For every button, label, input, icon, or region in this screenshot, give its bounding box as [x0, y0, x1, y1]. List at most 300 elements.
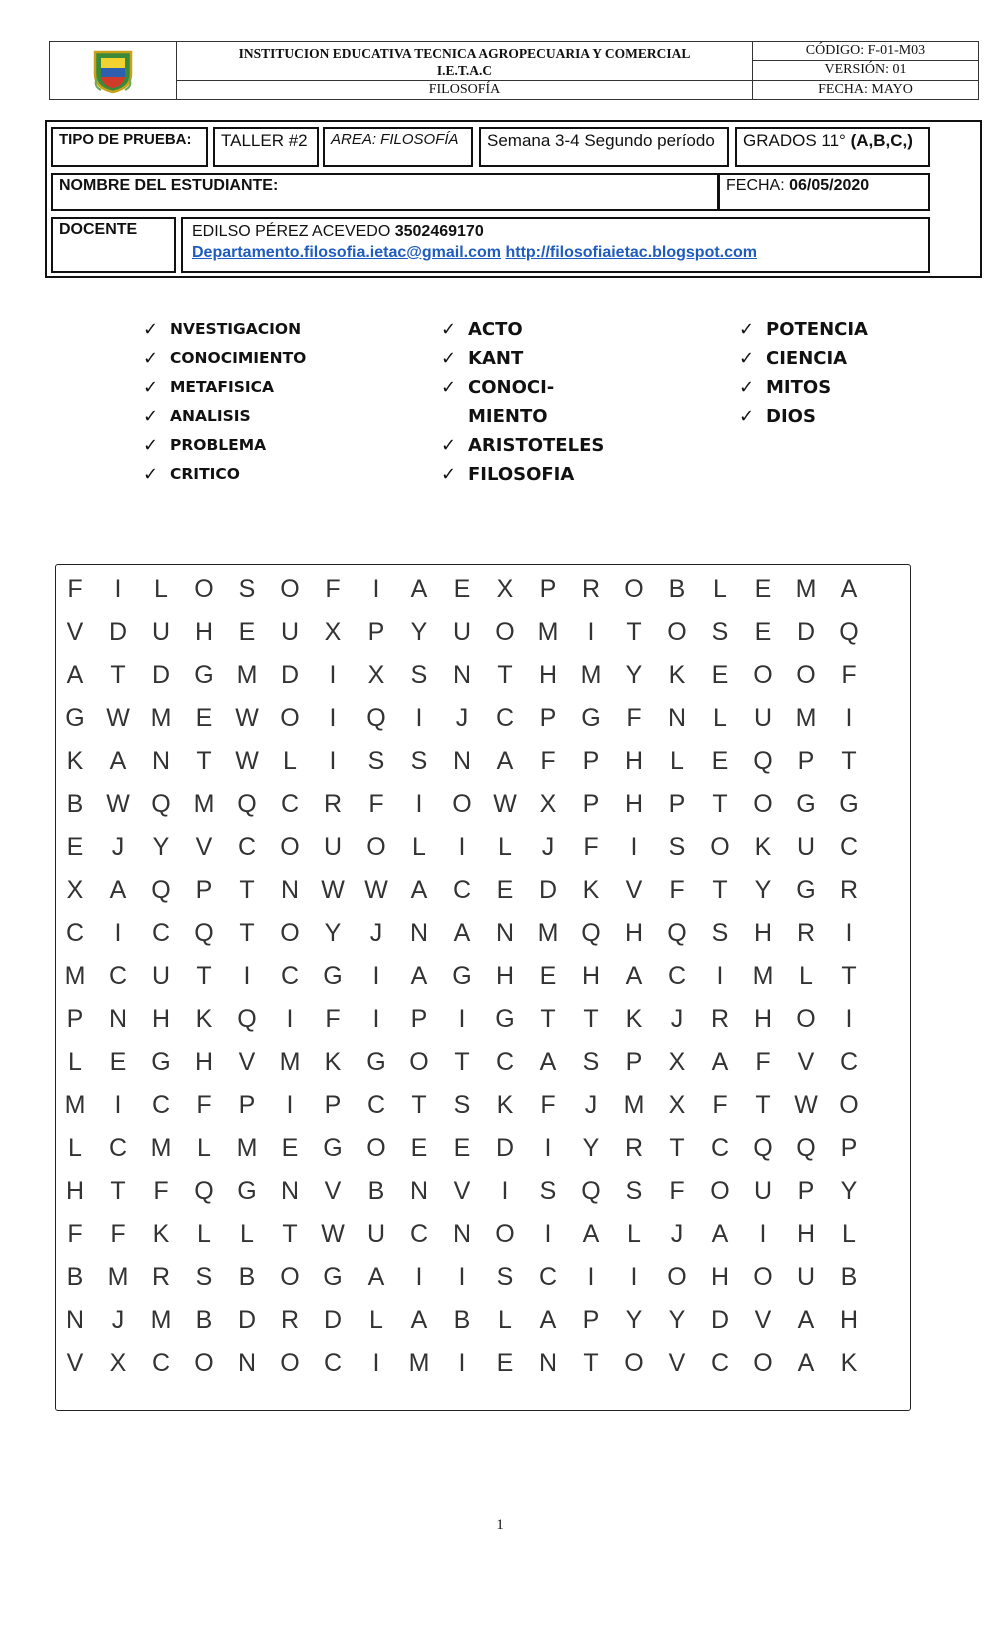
grid-letter[interactable]: W [321, 1220, 345, 1248]
grid-letter[interactable]: L [670, 747, 684, 775]
grid-letter[interactable]: T [583, 1005, 599, 1033]
grid-letter[interactable]: H [194, 1048, 214, 1076]
grid-letter[interactable]: A [711, 1048, 729, 1076]
grid-letter[interactable]: I [329, 661, 337, 689]
grid-letter[interactable]: O [280, 1263, 300, 1291]
grid-letter[interactable]: E [281, 1134, 299, 1162]
grid-letter[interactable]: O [495, 1220, 515, 1248]
grid-letter[interactable]: F [669, 876, 685, 904]
grid-letter[interactable]: P [840, 1134, 858, 1162]
grid-letter[interactable]: G [237, 1177, 257, 1205]
grid-letter[interactable]: J [111, 1306, 125, 1334]
grid-letter[interactable]: I [372, 575, 380, 603]
blog-link[interactable]: http://filosofiaietac.blogspot.com [505, 244, 758, 261]
grid-letter[interactable]: N [452, 1220, 472, 1248]
grid-letter[interactable]: V [625, 876, 643, 904]
grid-letter[interactable]: T [712, 876, 728, 904]
grid-letter[interactable]: U [753, 1177, 773, 1205]
grid-letter[interactable]: O [710, 833, 730, 861]
grid-letter[interactable]: M [150, 704, 172, 732]
grid-letter[interactable]: N [538, 1349, 558, 1377]
grid-letter[interactable]: G [452, 962, 472, 990]
grid-letter[interactable]: F [540, 1091, 556, 1119]
grid-letter[interactable]: M [279, 1048, 301, 1076]
grid-letter[interactable]: O [280, 833, 300, 861]
grid-letter[interactable]: I [845, 704, 853, 732]
grid-letter[interactable]: F [540, 747, 556, 775]
grid-letter[interactable]: L [498, 833, 512, 861]
grid-letter[interactable]: F [196, 1091, 212, 1119]
grid-letter[interactable]: H [839, 1306, 859, 1334]
grid-letter[interactable]: X [496, 575, 514, 603]
grid-letter[interactable]: C [710, 1134, 730, 1162]
grid-letter[interactable]: U [151, 618, 171, 646]
grid-letter[interactable]: S [367, 747, 385, 775]
grid-letter[interactable]: A [453, 919, 471, 947]
grid-letter[interactable]: W [364, 876, 388, 904]
grid-letter[interactable]: T [282, 1220, 298, 1248]
grid-letter[interactable]: I [114, 1091, 122, 1119]
grid-letter[interactable]: P [324, 1091, 342, 1119]
grid-letter[interactable]: Q [581, 919, 601, 947]
grid-letter[interactable]: C [151, 1091, 171, 1119]
grid-letter[interactable]: P [668, 790, 686, 818]
grid-letter[interactable]: F [325, 1005, 341, 1033]
grid-letter[interactable]: M [795, 575, 817, 603]
grid-letter[interactable]: P [625, 1048, 643, 1076]
grid-letter[interactable]: E [754, 575, 772, 603]
grid-letter[interactable]: M [64, 1091, 86, 1119]
grid-letter[interactable]: H [796, 1220, 816, 1248]
grid-letter[interactable]: L [68, 1048, 82, 1076]
grid-letter[interactable]: C [710, 1349, 730, 1377]
grid-letter[interactable]: U [280, 618, 300, 646]
grid-letter[interactable]: S [582, 1048, 600, 1076]
grid-letter[interactable]: Y [582, 1134, 600, 1162]
grid-letter[interactable]: L [197, 1220, 211, 1248]
grid-letter[interactable]: K [152, 1220, 170, 1248]
grid-letter[interactable]: F [841, 661, 857, 689]
grid-letter[interactable]: Q [581, 1177, 601, 1205]
grid-letter[interactable]: T [110, 661, 126, 689]
grid-letter[interactable]: S [668, 833, 686, 861]
grid-letter[interactable]: J [369, 919, 383, 947]
grid-letter[interactable]: O [796, 661, 816, 689]
grid-letter[interactable]: W [321, 876, 345, 904]
grid-letter[interactable]: I [243, 962, 251, 990]
grid-letter[interactable]: L [240, 1220, 254, 1248]
grid-letter[interactable]: T [239, 919, 255, 947]
grid-letter[interactable]: F [626, 704, 642, 732]
grid-letter[interactable]: U [796, 1263, 816, 1291]
grid-letter[interactable]: T [712, 790, 728, 818]
grid-letter[interactable]: G [581, 704, 601, 732]
grid-letter[interactable]: Q [237, 1005, 257, 1033]
grid-letter[interactable]: A [539, 1048, 557, 1076]
grid-letter[interactable]: A [797, 1349, 815, 1377]
grid-letter[interactable]: E [453, 1134, 471, 1162]
grid-letter[interactable]: A [840, 575, 858, 603]
grid-letter[interactable]: M [236, 1134, 258, 1162]
grid-letter[interactable]: T [583, 1349, 599, 1377]
grid-letter[interactable]: M [752, 962, 774, 990]
grid-letter[interactable]: D [323, 1306, 343, 1334]
grid-letter[interactable]: C [366, 1091, 386, 1119]
grid-letter[interactable]: W [106, 790, 130, 818]
grid-letter[interactable]: A [109, 747, 127, 775]
grid-letter[interactable]: X [367, 661, 385, 689]
grid-letter[interactable]: H [581, 962, 601, 990]
grid-letter[interactable]: M [580, 661, 602, 689]
grid-letter[interactable]: K [66, 747, 84, 775]
grid-letter[interactable]: X [109, 1349, 127, 1377]
grid-letter[interactable]: C [323, 1349, 343, 1377]
grid-letter[interactable]: I [630, 833, 638, 861]
grid-letter[interactable]: B [66, 790, 84, 818]
grid-letter[interactable]: U [366, 1220, 386, 1248]
grid-letter[interactable]: P [238, 1091, 256, 1119]
grid-letter[interactable]: V [195, 833, 213, 861]
grid-letter[interactable]: R [710, 1005, 730, 1033]
grid-letter[interactable]: A [539, 1306, 557, 1334]
grid-letter[interactable]: T [196, 962, 212, 990]
grid-letter[interactable]: W [493, 790, 517, 818]
grid-letter[interactable]: C [452, 876, 472, 904]
grid-letter[interactable]: X [324, 618, 342, 646]
grid-letter[interactable]: I [544, 1220, 552, 1248]
grid-letter[interactable]: T [196, 747, 212, 775]
grid-letter[interactable]: Q [753, 747, 773, 775]
grid-letter[interactable]: C [495, 704, 515, 732]
grid-letter[interactable]: R [151, 1263, 171, 1291]
grid-letter[interactable]: O [452, 790, 472, 818]
grid-letter[interactable]: F [583, 833, 599, 861]
grid-letter[interactable]: I [587, 1263, 595, 1291]
grid-letter[interactable]: C [108, 962, 128, 990]
grid-letter[interactable]: M [64, 962, 86, 990]
grid-letter[interactable]: J [455, 704, 469, 732]
grid-letter[interactable]: G [323, 1263, 343, 1291]
grid-letter[interactable]: G [65, 704, 85, 732]
grid-letter[interactable]: V [453, 1177, 471, 1205]
grid-letter[interactable]: I [372, 962, 380, 990]
grid-letter[interactable]: L [154, 575, 168, 603]
grid-letter[interactable]: T [454, 1048, 470, 1076]
grid-letter[interactable]: L [842, 1220, 856, 1248]
grid-letter[interactable]: N [151, 747, 171, 775]
grid-letter[interactable]: F [368, 790, 384, 818]
grid-letter[interactable]: N [667, 704, 687, 732]
grid-letter[interactable]: V [754, 1306, 772, 1334]
grid-letter[interactable]: J [584, 1091, 598, 1119]
grid-letter[interactable]: L [283, 747, 297, 775]
grid-letter[interactable]: R [839, 876, 859, 904]
grid-letter[interactable]: I [630, 1263, 638, 1291]
grid-letter[interactable]: U [452, 618, 472, 646]
grid-letter[interactable]: O [194, 575, 214, 603]
grid-letter[interactable]: O [796, 1005, 816, 1033]
grid-letter[interactable]: G [796, 790, 816, 818]
grid-letter[interactable]: Y [840, 1177, 858, 1205]
grid-letter[interactable]: P [797, 1177, 815, 1205]
grid-letter[interactable]: X [668, 1091, 686, 1119]
grid-letter[interactable]: F [153, 1177, 169, 1205]
grid-letter[interactable]: P [797, 747, 815, 775]
grid-letter[interactable]: B [367, 1177, 385, 1205]
grid-letter[interactable]: T [497, 661, 513, 689]
grid-letter[interactable]: X [668, 1048, 686, 1076]
grid-letter[interactable]: S [410, 747, 428, 775]
grid-letter[interactable]: B [238, 1263, 256, 1291]
grid-letter[interactable]: T [626, 618, 642, 646]
grid-letter[interactable]: B [195, 1306, 213, 1334]
grid-letter[interactable]: I [415, 790, 423, 818]
grid-letter[interactable]: D [796, 618, 816, 646]
grid-letter[interactable]: Y [754, 876, 772, 904]
grid-letter[interactable]: B [668, 575, 686, 603]
grid-letter[interactable]: Y [324, 919, 342, 947]
grid-letter[interactable]: A [711, 1220, 729, 1248]
grid-letter[interactable]: I [458, 1005, 466, 1033]
grid-letter[interactable]: M [150, 1306, 172, 1334]
grid-letter[interactable]: C [839, 1048, 859, 1076]
grid-letter[interactable]: L [68, 1134, 82, 1162]
grid-letter[interactable]: K [754, 833, 772, 861]
grid-letter[interactable]: U [796, 833, 816, 861]
grid-letter[interactable]: T [239, 876, 255, 904]
grid-letter[interactable]: B [840, 1263, 858, 1291]
grid-letter[interactable]: F [712, 1091, 728, 1119]
grid-letter[interactable]: N [409, 1177, 429, 1205]
grid-letter[interactable]: R [581, 575, 601, 603]
grid-letter[interactable]: C [839, 833, 859, 861]
grid-letter[interactable]: E [238, 618, 256, 646]
grid-letter[interactable]: A [582, 1220, 600, 1248]
grid-letter[interactable]: L [369, 1306, 383, 1334]
grid-letter[interactable]: C [151, 919, 171, 947]
grid-letter[interactable]: E [711, 747, 729, 775]
grid-letter[interactable]: T [540, 1005, 556, 1033]
grid-letter[interactable]: A [367, 1263, 385, 1291]
grid-letter[interactable]: A [625, 962, 643, 990]
grid-letter[interactable]: I [501, 1177, 509, 1205]
grid-letter[interactable]: I [458, 833, 466, 861]
grid-letter[interactable]: N [65, 1306, 85, 1334]
grid-letter[interactable]: D [710, 1306, 730, 1334]
grid-letter[interactable]: D [108, 618, 128, 646]
grid-letter[interactable]: T [411, 1091, 427, 1119]
grid-letter[interactable]: C [538, 1263, 558, 1291]
grid-letter[interactable]: I [329, 747, 337, 775]
grid-letter[interactable]: I [458, 1349, 466, 1377]
grid-letter[interactable]: M [236, 661, 258, 689]
grid-letter[interactable]: B [453, 1306, 471, 1334]
grid-letter[interactable]: P [195, 876, 213, 904]
grid-letter[interactable]: K [582, 876, 600, 904]
grid-letter[interactable]: P [66, 1005, 84, 1033]
grid-letter[interactable]: A [410, 962, 428, 990]
grid-letter[interactable]: M [193, 790, 215, 818]
grid-letter[interactable]: E [109, 1048, 127, 1076]
grid-letter[interactable]: G [151, 1048, 171, 1076]
grid-letter[interactable]: T [755, 1091, 771, 1119]
grid-letter[interactable]: G [366, 1048, 386, 1076]
grid-letter[interactable]: P [582, 1306, 600, 1334]
grid-letter[interactable]: H [65, 1177, 85, 1205]
grid-letter[interactable]: I [372, 1005, 380, 1033]
grid-letter[interactable]: I [114, 919, 122, 947]
grid-letter[interactable]: E [496, 876, 514, 904]
grid-letter[interactable]: D [495, 1134, 515, 1162]
grid-letter[interactable]: I [415, 1263, 423, 1291]
grid-letter[interactable]: O [409, 1048, 429, 1076]
grid-letter[interactable]: Q [194, 1177, 214, 1205]
grid-letter[interactable]: C [237, 833, 257, 861]
grid-letter[interactable]: P [582, 747, 600, 775]
grid-letter[interactable]: M [623, 1091, 645, 1119]
grid-letter[interactable]: W [235, 747, 259, 775]
grid-letter[interactable]: H [753, 1005, 773, 1033]
grid-letter[interactable]: L [713, 575, 727, 603]
grid-letter[interactable]: D [280, 661, 300, 689]
grid-letter[interactable]: N [280, 876, 300, 904]
grid-letter[interactable]: K [625, 1005, 643, 1033]
grid-letter[interactable]: L [799, 962, 813, 990]
grid-letter[interactable]: J [670, 1220, 684, 1248]
grid-letter[interactable]: S [410, 661, 428, 689]
grid-letter[interactable]: A [496, 747, 514, 775]
grid-letter[interactable]: Q [753, 1134, 773, 1162]
grid-letter[interactable]: F [755, 1048, 771, 1076]
grid-letter[interactable]: R [323, 790, 343, 818]
grid-letter[interactable]: G [495, 1005, 515, 1033]
grid-letter[interactable]: N [452, 661, 472, 689]
grid-letter[interactable]: S [453, 1091, 471, 1119]
grid-letter[interactable]: O [753, 1349, 773, 1377]
grid-letter[interactable]: O [280, 575, 300, 603]
grid-letter[interactable]: P [367, 618, 385, 646]
grid-letter[interactable]: O [839, 1091, 859, 1119]
grid-letter[interactable]: K [195, 1005, 213, 1033]
grid-letter[interactable]: S [238, 575, 256, 603]
grid-letter[interactable]: B [66, 1263, 84, 1291]
grid-letter[interactable]: A [109, 876, 127, 904]
grid-letter[interactable]: Q [796, 1134, 816, 1162]
grid-letter[interactable]: P [539, 575, 557, 603]
grid-letter[interactable]: V [66, 618, 84, 646]
grid-letter[interactable]: N [108, 1005, 128, 1033]
grid-letter[interactable]: P [410, 1005, 428, 1033]
grid-letter[interactable]: M [408, 1349, 430, 1377]
grid-letter[interactable]: R [280, 1306, 300, 1334]
grid-letter[interactable]: O [624, 575, 644, 603]
grid-letter[interactable]: Y [625, 661, 643, 689]
grid-letter[interactable]: Q [151, 876, 171, 904]
grid-letter[interactable]: P [539, 704, 557, 732]
grid-letter[interactable]: A [410, 1306, 428, 1334]
grid-letter[interactable]: I [286, 1005, 294, 1033]
grid-letter[interactable]: F [67, 1220, 83, 1248]
grid-letter[interactable]: N [452, 747, 472, 775]
grid-letter[interactable]: E [711, 661, 729, 689]
grid-letter[interactable]: Y [668, 1306, 686, 1334]
grid-letter[interactable]: K [324, 1048, 342, 1076]
grid-letter[interactable]: H [194, 618, 214, 646]
grid-letter[interactable]: O [280, 919, 300, 947]
grid-letter[interactable]: H [624, 747, 644, 775]
grid-letter[interactable]: N [280, 1177, 300, 1205]
grid-letter[interactable]: F [325, 575, 341, 603]
grid-letter[interactable]: L [498, 1306, 512, 1334]
grid-letter[interactable]: X [66, 876, 84, 904]
grid-letter[interactable]: W [106, 704, 130, 732]
grid-letter[interactable]: O [280, 704, 300, 732]
grid-letter[interactable]: G [194, 661, 214, 689]
grid-letter[interactable]: T [110, 1177, 126, 1205]
grid-letter[interactable]: M [537, 618, 559, 646]
grid-letter[interactable]: V [66, 1349, 84, 1377]
grid-letter[interactable]: S [195, 1263, 213, 1291]
grid-letter[interactable]: L [197, 1134, 211, 1162]
grid-letter[interactable]: Y [410, 618, 428, 646]
grid-letter[interactable]: G [839, 790, 859, 818]
grid-letter[interactable]: L [713, 704, 727, 732]
grid-letter[interactable]: N [409, 919, 429, 947]
grid-letter[interactable]: J [670, 1005, 684, 1033]
grid-letter[interactable]: M [795, 704, 817, 732]
grid-letter[interactable]: I [458, 1263, 466, 1291]
grid-letter[interactable]: E [539, 962, 557, 990]
grid-letter[interactable]: S [625, 1177, 643, 1205]
grid-letter[interactable]: I [415, 704, 423, 732]
grid-letter[interactable]: Q [237, 790, 257, 818]
grid-letter[interactable]: O [280, 1349, 300, 1377]
grid-letter[interactable]: U [323, 833, 343, 861]
grid-letter[interactable]: C [409, 1220, 429, 1248]
grid-letter[interactable]: U [151, 962, 171, 990]
grid-letter[interactable]: C [151, 1349, 171, 1377]
grid-letter[interactable]: O [194, 1349, 214, 1377]
grid-letter[interactable]: I [845, 1005, 853, 1033]
grid-letter[interactable]: A [410, 876, 428, 904]
grid-letter[interactable]: C [65, 919, 85, 947]
grid-letter[interactable]: T [669, 1134, 685, 1162]
grid-letter[interactable]: X [539, 790, 557, 818]
grid-letter[interactable]: C [495, 1048, 515, 1076]
grid-letter[interactable]: S [711, 618, 729, 646]
grid-letter[interactable]: Q [366, 704, 386, 732]
grid-letter[interactable]: I [587, 618, 595, 646]
email-link[interactable]: Departamento.filosofia.ietac@gmail.com [192, 244, 502, 261]
grid-letter[interactable]: N [495, 919, 515, 947]
grid-letter[interactable]: G [323, 1134, 343, 1162]
grid-letter[interactable]: O [753, 661, 773, 689]
grid-letter[interactable]: Q [667, 919, 687, 947]
grid-letter[interactable]: A [410, 575, 428, 603]
grid-letter[interactable]: M [107, 1263, 129, 1291]
grid-letter[interactable]: E [195, 704, 213, 732]
grid-letter[interactable]: R [624, 1134, 644, 1162]
grid-letter[interactable]: V [324, 1177, 342, 1205]
grid-letter[interactable]: H [538, 661, 558, 689]
grid-letter[interactable]: J [111, 833, 125, 861]
grid-letter[interactable]: O [624, 1349, 644, 1377]
grid-letter[interactable]: P [582, 790, 600, 818]
grid-letter[interactable]: D [151, 661, 171, 689]
grid-letter[interactable]: C [667, 962, 687, 990]
grid-letter[interactable]: K [668, 661, 686, 689]
grid-letter[interactable]: O [495, 618, 515, 646]
